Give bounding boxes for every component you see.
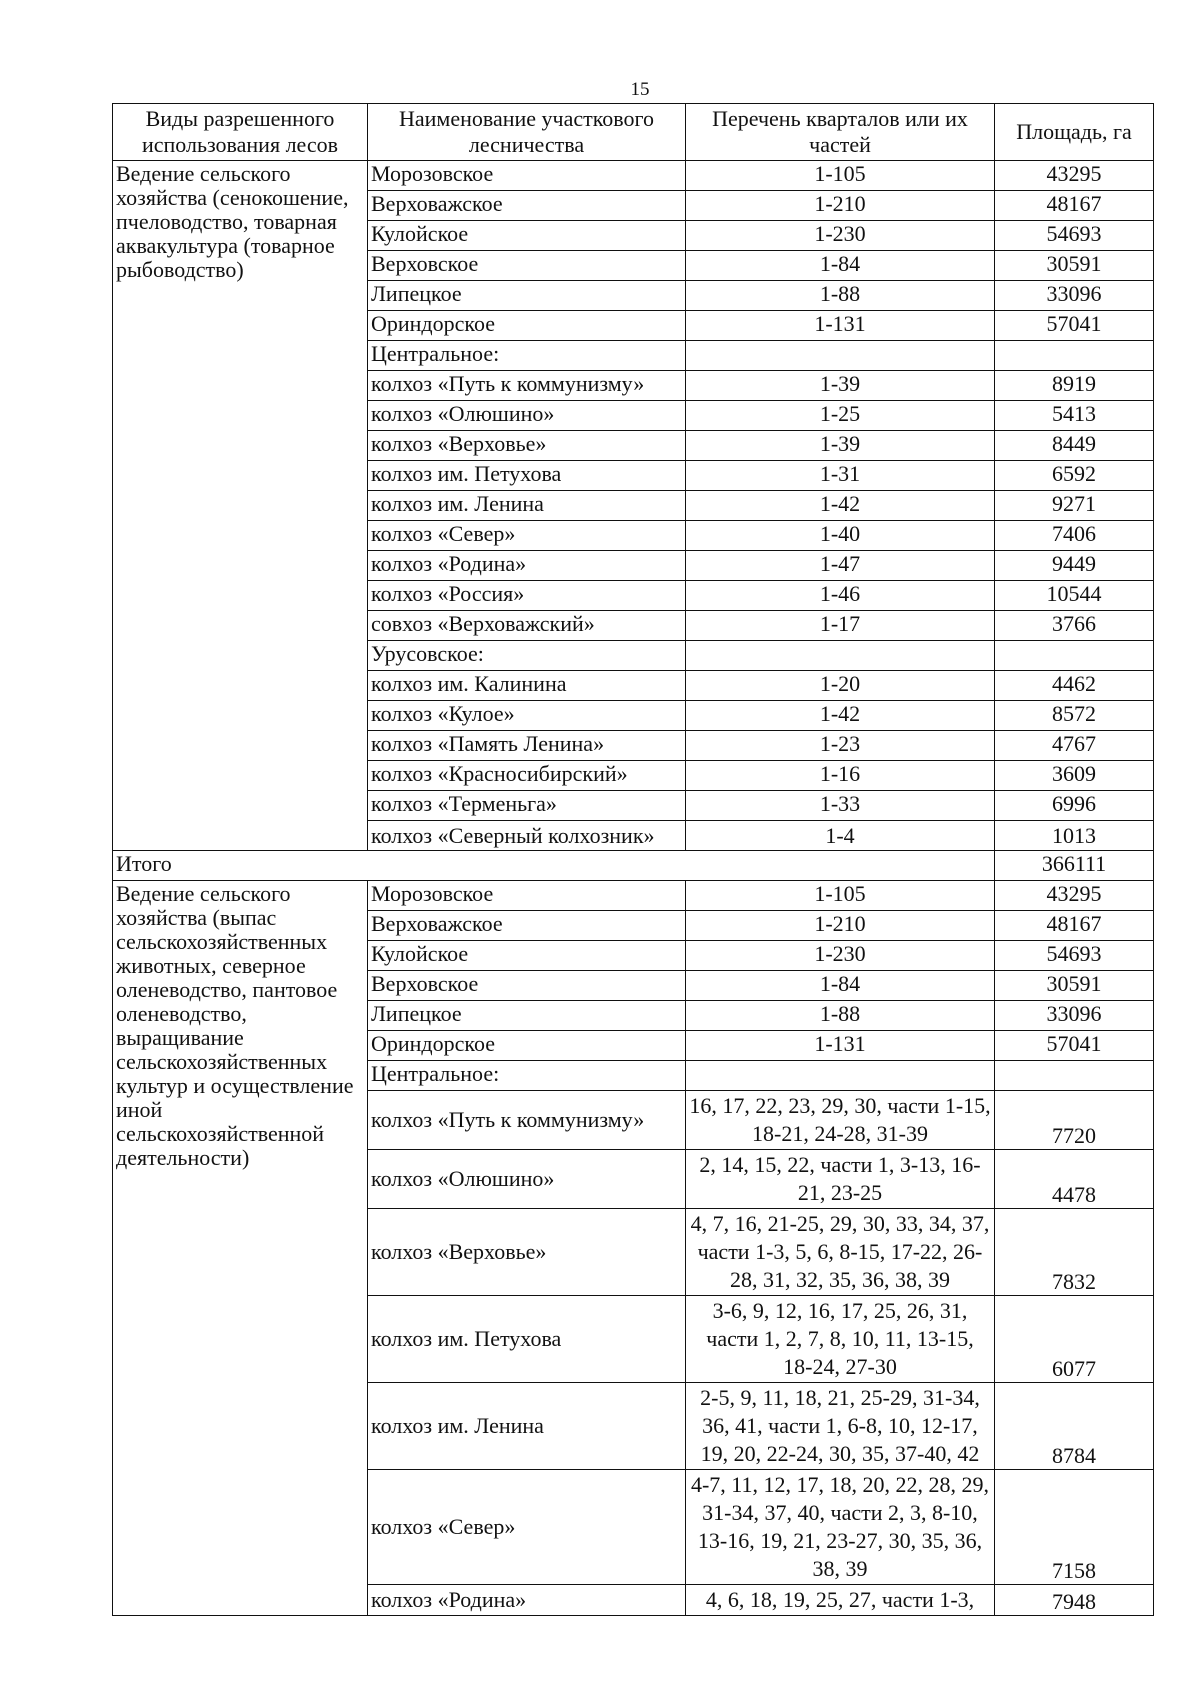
- total-label: Итого: [113, 851, 995, 881]
- area-value: 30591: [995, 251, 1154, 281]
- quarters-list: 2-5, 9, 11, 18, 21, 25-29, 31-34, 36, 41, части 1, 6-8, 10, 12-17, 19, 20, 22-24, 30, 35, 37-40, 42: [686, 1383, 995, 1470]
- forestry-name: колхоз «Олюшино»: [368, 401, 686, 431]
- quarters-list: 1-210: [686, 191, 995, 221]
- forestry-name: колхоз «Родина»: [368, 1585, 686, 1616]
- quarters-list: 1-31: [686, 461, 995, 491]
- quarters-list: 1-131: [686, 311, 995, 341]
- area-value: 10544: [995, 581, 1154, 611]
- area-value: [995, 341, 1154, 371]
- area-value: 8449: [995, 431, 1154, 461]
- area-value: 7158: [995, 1470, 1154, 1585]
- forestry-name: Центральное:: [368, 1061, 686, 1091]
- forestry-name: Верховское: [368, 971, 686, 1001]
- forestry-name: колхоз им. Калинина: [368, 671, 686, 701]
- forestry-name: колхоз им. Ленина: [368, 1383, 686, 1470]
- forestry-name: Липецкое: [368, 1001, 686, 1031]
- area-value: 9449: [995, 551, 1154, 581]
- forestry-name: колхоз «Россия»: [368, 581, 686, 611]
- forestry-name: колхоз «Путь к коммунизму»: [368, 1091, 686, 1150]
- forestry-name: Ориндорское: [368, 311, 686, 341]
- quarters-list: 1-131: [686, 1031, 995, 1061]
- area-value: 57041: [995, 311, 1154, 341]
- quarters-list: 4-7, 11, 12, 17, 18, 20, 22, 28, 29, 31-34, 37, 40, части 2, 3, 8-10, 13-16, 19, 21, 23-27, 30, 35, 36, 38, 39: [686, 1470, 995, 1585]
- area-value: 6592: [995, 461, 1154, 491]
- quarters-list: 1-84: [686, 251, 995, 281]
- quarters-list: 1-42: [686, 491, 995, 521]
- area-value: 54693: [995, 941, 1154, 971]
- forestry-name: колхоз «Терменьга»: [368, 791, 686, 821]
- forestry-name: колхоз «Северный колхозник»: [368, 821, 686, 851]
- area-value: 7832: [995, 1209, 1154, 1296]
- quarters-list: 1-42: [686, 701, 995, 731]
- area-value: 4478: [995, 1150, 1154, 1209]
- quarters-list: 3-6, 9, 12, 16, 17, 25, 26, 31, части 1, 2, 7, 8, 10, 11, 13-15, 18-24, 27-30: [686, 1296, 995, 1383]
- table-body: [113, 161, 1154, 1616]
- forestry-name: колхоз им. Петухова: [368, 461, 686, 491]
- area-value: 1013: [995, 821, 1154, 851]
- quarters-list: 1-20: [686, 671, 995, 701]
- table-header-row: [113, 104, 1154, 161]
- table-row: [113, 881, 1154, 911]
- quarters-list: 2, 14, 15, 22, части 1, 3-13, 16-21, 23-25: [686, 1150, 995, 1209]
- forestry-name: Верховажское: [368, 191, 686, 221]
- quarters-list: 1-88: [686, 1001, 995, 1031]
- quarters-list: 1-16: [686, 761, 995, 791]
- quarters-list: 1-39: [686, 431, 995, 461]
- area-value: 33096: [995, 281, 1154, 311]
- forestry-name: колхоз «Верховье»: [368, 431, 686, 461]
- forestry-name: колхоз «Север»: [368, 521, 686, 551]
- quarters-list: [686, 641, 995, 671]
- area-value: [995, 641, 1154, 671]
- header-area: Площадь, га: [995, 104, 1154, 161]
- area-value: 4767: [995, 731, 1154, 761]
- area-value: 5413: [995, 401, 1154, 431]
- quarters-list: 1-88: [686, 281, 995, 311]
- area-value: 3609: [995, 761, 1154, 791]
- header-forestry-name: Наименование участкового лесничества: [368, 104, 686, 161]
- quarters-list: 1-230: [686, 221, 995, 251]
- quarters-list: 1-84: [686, 971, 995, 1001]
- forestry-name: колхоз «Красносибирский»: [368, 761, 686, 791]
- quarters-list: 16, 17, 22, 23, 29, 30, части 1-15, 18-21, 24-28, 31-39: [686, 1091, 995, 1150]
- forestry-name: колхоз «Кулое»: [368, 701, 686, 731]
- forestry-name: колхоз «Олюшино»: [368, 1150, 686, 1209]
- forestry-name: колхоз «Север»: [368, 1470, 686, 1585]
- forestry-name: Центральное:: [368, 341, 686, 371]
- area-value: 43295: [995, 881, 1154, 911]
- header-quarters: Перечень кварталов или их частей: [686, 104, 995, 161]
- forestry-name: колхоз «Верховье»: [368, 1209, 686, 1296]
- total-area: 366111: [995, 851, 1154, 881]
- quarters-list: 1-47: [686, 551, 995, 581]
- quarters-list: 1-39: [686, 371, 995, 401]
- area-value: 43295: [995, 161, 1154, 191]
- area-value: 6077: [995, 1296, 1154, 1383]
- quarters-list: 4, 6, 18, 19, 25, 27, части 1-3,: [686, 1585, 995, 1616]
- area-value: 6996: [995, 791, 1154, 821]
- forestry-name: Липецкое: [368, 281, 686, 311]
- forestry-name: Ориндорское: [368, 1031, 686, 1061]
- page-number: 15: [630, 79, 650, 100]
- forestry-name: Верховское: [368, 251, 686, 281]
- area-value: 54693: [995, 221, 1154, 251]
- area-value: 7406: [995, 521, 1154, 551]
- area-value: 7720: [995, 1091, 1154, 1150]
- area-value: 7948: [995, 1585, 1154, 1616]
- forestry-name: Верховажское: [368, 911, 686, 941]
- forestry-name: колхоз «Родина»: [368, 551, 686, 581]
- quarters-list: 1-40: [686, 521, 995, 551]
- quarters-list: 1-23: [686, 731, 995, 761]
- forest-use-table: [112, 103, 1154, 1616]
- forestry-name: колхоз «Память Ленина»: [368, 731, 686, 761]
- forestry-name: совхоз «Верховажский»: [368, 611, 686, 641]
- forestry-name: Морозовское: [368, 881, 686, 911]
- area-value: 48167: [995, 191, 1154, 221]
- quarters-list: [686, 341, 995, 371]
- quarters-list: [686, 1061, 995, 1091]
- area-value: 33096: [995, 1001, 1154, 1031]
- forestry-name: Кулойское: [368, 941, 686, 971]
- quarters-list: 1-105: [686, 881, 995, 911]
- quarters-list: 1-25: [686, 401, 995, 431]
- quarters-list: 1-4: [686, 821, 995, 851]
- area-value: 8919: [995, 371, 1154, 401]
- area-value: 4462: [995, 671, 1154, 701]
- quarters-list: 1-105: [686, 161, 995, 191]
- area-value: 57041: [995, 1031, 1154, 1061]
- forestry-name: Кулойское: [368, 221, 686, 251]
- quarters-list: 4, 7, 16, 21-25, 29, 30, 33, 34, 37, части 1-3, 5, 6, 8-15, 17-22, 26-28, 31, 32, 35, 36, 38, 39: [686, 1209, 995, 1296]
- area-value: 48167: [995, 911, 1154, 941]
- quarters-list: 1-46: [686, 581, 995, 611]
- forestry-name: Урусовское:: [368, 641, 686, 671]
- forestry-name: колхоз им. Ленина: [368, 491, 686, 521]
- forestry-name: колхоз «Путь к коммунизму»: [368, 371, 686, 401]
- quarters-list: 1-210: [686, 911, 995, 941]
- area-value: 8572: [995, 701, 1154, 731]
- area-value: [995, 1061, 1154, 1091]
- section2-use-type: Ведение сельского хозяйства (выпас сельскохозяйственных животных, северное оленеводство, пантовое оленеводство, выращивание сельскохозяйственных культур и осуществление иной сельскохозяйственной деятельности): [113, 881, 368, 1616]
- area-value: 8784: [995, 1383, 1154, 1470]
- area-value: 3766: [995, 611, 1154, 641]
- header-use-type: Виды разрешенного использования лесов: [113, 104, 368, 161]
- forestry-name: Морозовское: [368, 161, 686, 191]
- area-value: 9271: [995, 491, 1154, 521]
- area-value: 30591: [995, 971, 1154, 1001]
- quarters-list: 1-17: [686, 611, 995, 641]
- total-row: [113, 851, 1154, 881]
- table-row: [113, 161, 1154, 191]
- forestry-name: колхоз им. Петухова: [368, 1296, 686, 1383]
- section1-use-type: Ведение сельского хозяйства (сенокошение, пчеловодство, товарная аквакультура (товарное рыбоводство): [113, 161, 368, 851]
- quarters-list: 1-230: [686, 941, 995, 971]
- quarters-list: 1-33: [686, 791, 995, 821]
